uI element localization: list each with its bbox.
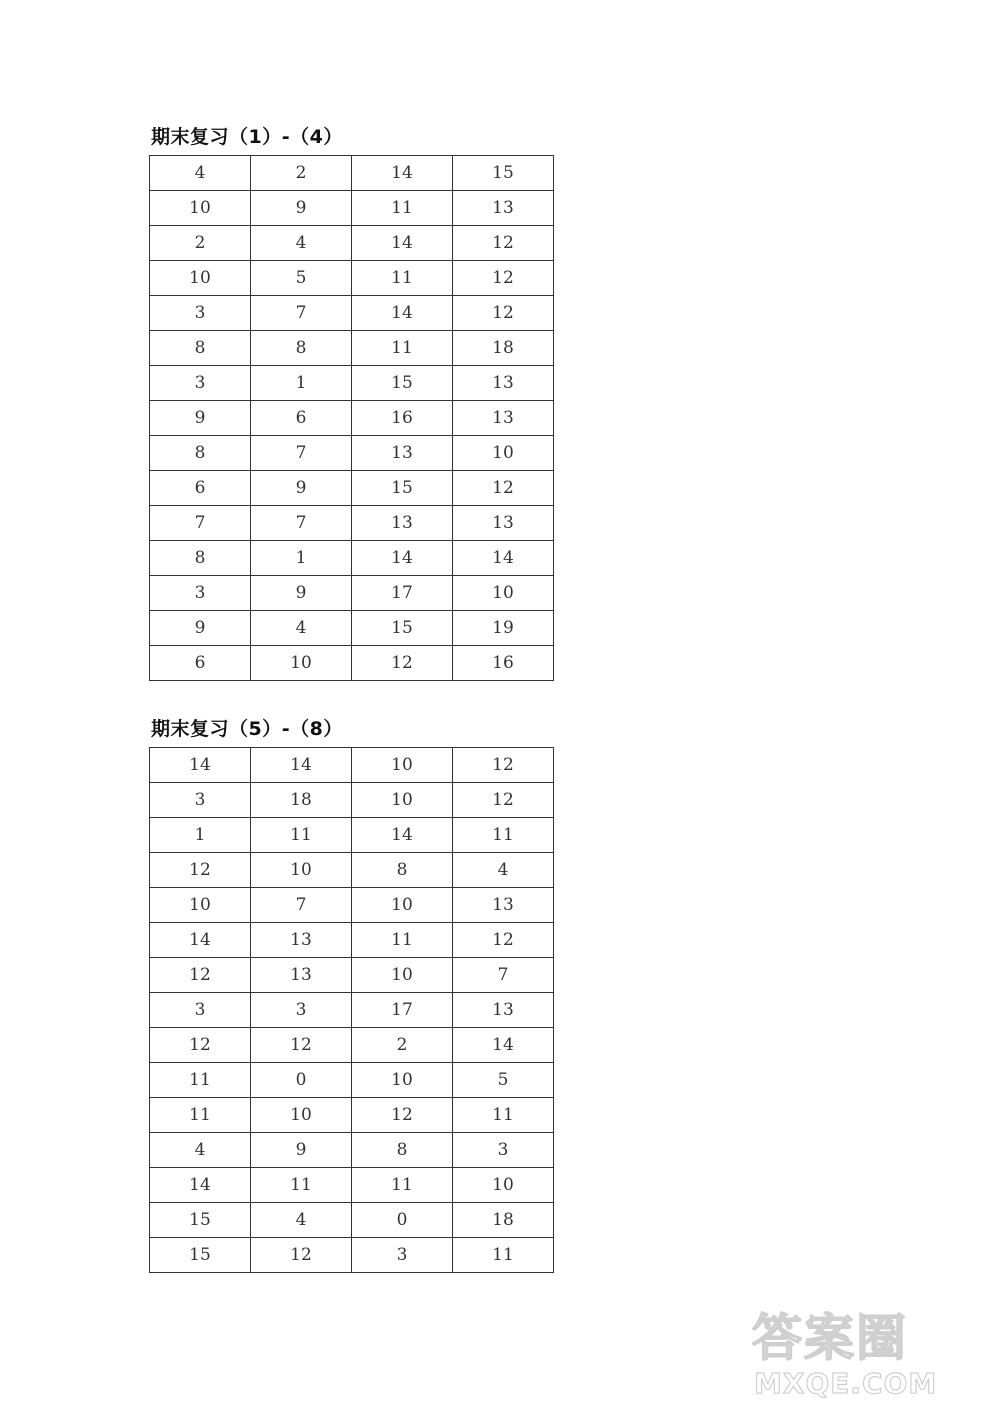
- table-cell: 9: [251, 576, 352, 611]
- table-cell: 1: [150, 818, 251, 853]
- table-cell: 3: [150, 366, 251, 401]
- table-cell: 14: [352, 541, 453, 576]
- table-cell: 14: [150, 923, 251, 958]
- table-cell: 0: [251, 1063, 352, 1098]
- table-cell: 8: [150, 541, 251, 576]
- table-cell: 14: [352, 296, 453, 331]
- table-cell: 3: [453, 1133, 554, 1168]
- watermark-logo: [752, 1311, 982, 1401]
- table-cell: 11: [352, 261, 453, 296]
- table-cell: 14: [150, 1168, 251, 1203]
- table-cell: 12: [150, 853, 251, 888]
- table-cell: 18: [453, 1203, 554, 1238]
- table-cell: 10: [453, 576, 554, 611]
- table-cell: 10: [352, 1063, 453, 1098]
- table-cell: 11: [453, 1098, 554, 1133]
- table-cell: 15: [150, 1203, 251, 1238]
- table-cell: 2: [352, 1028, 453, 1063]
- table-cell: 14: [352, 156, 453, 191]
- table-cell: 3: [150, 296, 251, 331]
- table-cell: 7: [251, 436, 352, 471]
- table-row: [150, 366, 554, 401]
- table-cell: 12: [453, 748, 554, 783]
- table-cell: 12: [251, 1028, 352, 1063]
- table-cell: 10: [453, 436, 554, 471]
- table-cell: 0: [352, 1203, 453, 1238]
- table-cell: 10: [453, 1168, 554, 1203]
- table-row: [150, 783, 554, 818]
- table-row: [150, 888, 554, 923]
- table-cell: 10: [352, 748, 453, 783]
- table-cell: 1: [251, 366, 352, 401]
- table-row: [150, 1168, 554, 1203]
- table-cell: 10: [352, 888, 453, 923]
- table-cell: 18: [453, 331, 554, 366]
- table-cell: 11: [150, 1063, 251, 1098]
- table-cell: 12: [352, 1098, 453, 1133]
- table-cell: 12: [453, 296, 554, 331]
- table-cell: 11: [251, 818, 352, 853]
- table-row: [150, 576, 554, 611]
- table-cell: 3: [251, 993, 352, 1028]
- table-cell: 7: [251, 296, 352, 331]
- table-cell: 4: [150, 156, 251, 191]
- table-cell: 13: [453, 191, 554, 226]
- table-cell: 4: [251, 611, 352, 646]
- table-cell: 13: [251, 958, 352, 993]
- table-row: [150, 611, 554, 646]
- table-cell: 12: [352, 646, 453, 681]
- table-cell: 14: [453, 1028, 554, 1063]
- watermark-chars: 答案圈: [752, 1309, 908, 1367]
- table-cell: 13: [251, 923, 352, 958]
- table-cell: 3: [352, 1238, 453, 1273]
- table-row: [150, 958, 554, 993]
- table-cell: 3: [150, 993, 251, 1028]
- table-cell: 1: [251, 541, 352, 576]
- table-cell: 9: [150, 611, 251, 646]
- table-cell: 13: [453, 366, 554, 401]
- table-cell: 9: [251, 471, 352, 506]
- table-cell: 4: [251, 226, 352, 261]
- table-row: [150, 296, 554, 331]
- table-cell: 16: [352, 401, 453, 436]
- table-cell: 15: [352, 471, 453, 506]
- table-cell: 12: [453, 923, 554, 958]
- table-cell: 13: [453, 888, 554, 923]
- table-cell: 9: [251, 1133, 352, 1168]
- table-cell: 15: [352, 611, 453, 646]
- table-cell: 4: [251, 1203, 352, 1238]
- table-cell: 13: [352, 436, 453, 471]
- table-cell: 9: [150, 401, 251, 436]
- table-cell: 6: [251, 401, 352, 436]
- table-row: [150, 471, 554, 506]
- table-cell: 10: [150, 261, 251, 296]
- table-cell: 12: [251, 1238, 352, 1273]
- table-cell: 12: [453, 226, 554, 261]
- table-cell: 13: [352, 506, 453, 541]
- table-row: [150, 261, 554, 296]
- table-row: [150, 331, 554, 366]
- table-cell: 6: [150, 646, 251, 681]
- table-cell: 11: [150, 1098, 251, 1133]
- table-cell: 8: [352, 853, 453, 888]
- table-cell: 13: [453, 506, 554, 541]
- table-cell: 14: [453, 541, 554, 576]
- table-cell: 12: [453, 783, 554, 818]
- table-cell: 10: [251, 853, 352, 888]
- table-cell: 11: [453, 1238, 554, 1273]
- table-row: [150, 436, 554, 471]
- table-cell: 8: [150, 331, 251, 366]
- table-cell: 11: [352, 331, 453, 366]
- table-cell: 19: [453, 611, 554, 646]
- table-row: [150, 156, 554, 191]
- table-cell: 7: [453, 958, 554, 993]
- table-cell: 5: [453, 1063, 554, 1098]
- table-cell: 10: [352, 958, 453, 993]
- table-cell: 7: [251, 888, 352, 923]
- table-cell: 15: [150, 1238, 251, 1273]
- table-cell: 4: [453, 853, 554, 888]
- table-cell: 11: [453, 818, 554, 853]
- table-cell: 12: [453, 261, 554, 296]
- table-cell: 10: [251, 646, 352, 681]
- table-cell: 10: [150, 888, 251, 923]
- table-cell: 15: [453, 156, 554, 191]
- table-cell: 8: [150, 436, 251, 471]
- table-cell: 3: [150, 783, 251, 818]
- table-cell: 8: [251, 331, 352, 366]
- table-row: [150, 923, 554, 958]
- table-cell: 18: [251, 783, 352, 818]
- table-cell: 6: [150, 471, 251, 506]
- table-row: [150, 226, 554, 261]
- table-cell: 10: [251, 1098, 352, 1133]
- table-cell: 7: [150, 506, 251, 541]
- table-row: [150, 646, 554, 681]
- table-cell: 16: [453, 646, 554, 681]
- table-cell: 10: [352, 783, 453, 818]
- table-row: [150, 853, 554, 888]
- table-cell: 9: [251, 191, 352, 226]
- table-row: [150, 1098, 554, 1133]
- table-cell: 12: [150, 958, 251, 993]
- table-cell: 11: [352, 923, 453, 958]
- table-cell: 11: [352, 191, 453, 226]
- section-title-1: 期末复习（1）-（4）: [151, 126, 343, 148]
- table-cell: 17: [352, 576, 453, 611]
- table-cell: 14: [352, 226, 453, 261]
- table-row: [150, 541, 554, 576]
- table-row: [150, 818, 554, 853]
- table-cell: 11: [352, 1168, 453, 1203]
- watermark-url: MXQE.COM: [754, 1367, 938, 1400]
- table-cell: 12: [150, 1028, 251, 1063]
- table-row: [150, 401, 554, 436]
- table-cell: 2: [150, 226, 251, 261]
- table-cell: 3: [150, 576, 251, 611]
- table-row: [150, 1203, 554, 1238]
- table-row: [150, 993, 554, 1028]
- section-title-2: 期末复习（5）-（8）: [151, 718, 343, 740]
- table-cell: 12: [453, 471, 554, 506]
- table-cell: 5: [251, 261, 352, 296]
- table-row: [150, 748, 554, 783]
- table-cell: 13: [453, 401, 554, 436]
- table-cell: 8: [352, 1133, 453, 1168]
- table-cell: 11: [251, 1168, 352, 1203]
- table-row: [150, 191, 554, 226]
- table-cell: 10: [150, 191, 251, 226]
- table-row: [150, 1133, 554, 1168]
- table-cell: 4: [150, 1133, 251, 1168]
- answer-table-1: [149, 155, 554, 681]
- table-cell: 14: [251, 748, 352, 783]
- table-row: [150, 506, 554, 541]
- table-cell: 14: [150, 748, 251, 783]
- table-cell: 7: [251, 506, 352, 541]
- table-row: [150, 1063, 554, 1098]
- table-cell: 13: [453, 993, 554, 1028]
- answer-table-2: [149, 747, 554, 1273]
- table-cell: 2: [251, 156, 352, 191]
- table-row: [150, 1238, 554, 1273]
- table-cell: 15: [352, 366, 453, 401]
- table-cell: 14: [352, 818, 453, 853]
- table-row: [150, 1028, 554, 1063]
- table-cell: 17: [352, 993, 453, 1028]
